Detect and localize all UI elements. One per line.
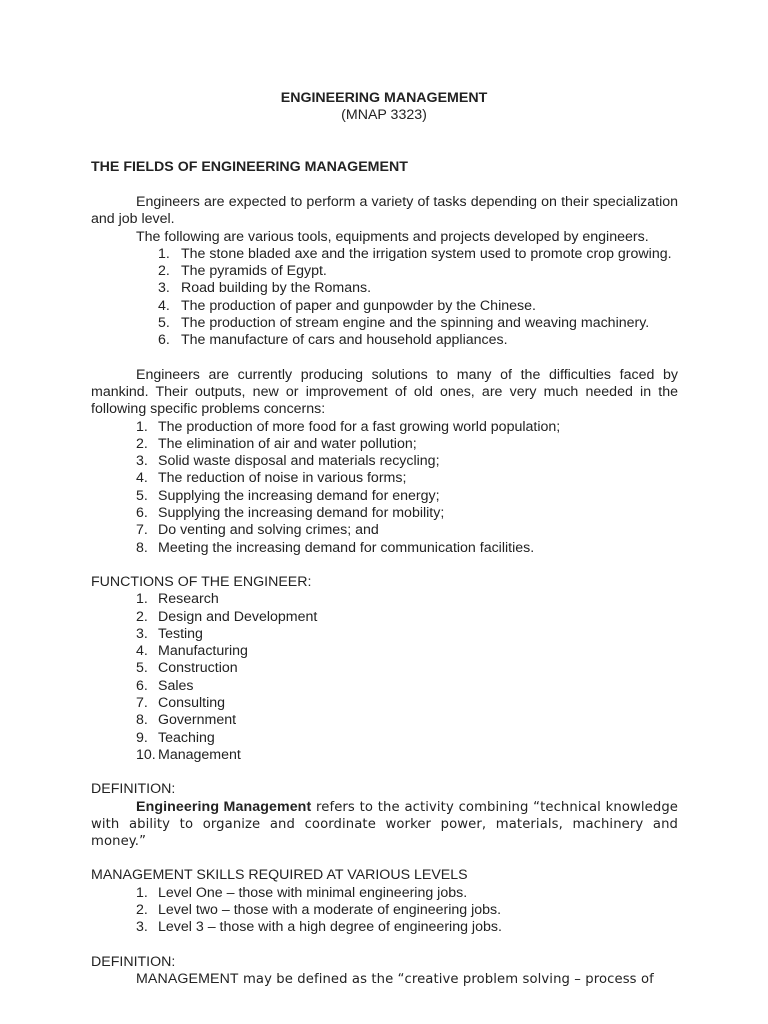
list-number: 8. bbox=[136, 539, 148, 556]
list-text: The stone bladed axe and the irrigation system used to promote crop growing. bbox=[181, 245, 672, 262]
definition-paragraph-2 bbox=[91, 971, 678, 988]
list-number: 3. bbox=[136, 919, 148, 936]
list-item bbox=[91, 902, 678, 919]
list-number: 4. bbox=[158, 297, 170, 314]
list-item bbox=[91, 522, 678, 539]
list-item bbox=[91, 263, 678, 280]
list-text: Government bbox=[158, 712, 237, 729]
list-text: The production of more food for a fast growing world population; bbox=[158, 418, 561, 435]
list-number: 6. bbox=[158, 332, 170, 349]
list-text: Do venting and solving crimes; and bbox=[158, 522, 379, 539]
course-code: (MNAP 3323) bbox=[341, 107, 427, 124]
title-block bbox=[0, 90, 768, 125]
list-item bbox=[91, 609, 678, 626]
list-item bbox=[91, 626, 678, 643]
list-text: Road building by the Romans. bbox=[181, 280, 372, 297]
list-number: 2. bbox=[136, 608, 148, 625]
list-text: Research bbox=[158, 591, 219, 608]
definition-term: Engineering Management bbox=[136, 798, 312, 815]
list-number: 1. bbox=[136, 418, 148, 435]
definition-term-2: MANAGEMENT bbox=[136, 970, 239, 987]
problems-list bbox=[91, 419, 678, 557]
definition-paragraph bbox=[91, 799, 678, 851]
list-item bbox=[91, 246, 678, 263]
list-item bbox=[91, 885, 678, 902]
list-text: The production of paper and gunpowder by the Chinese. bbox=[181, 297, 536, 314]
intro-paragraph-1: Engineers are expected to perform a variety of tasks depending on their specialization and job level. bbox=[91, 194, 678, 228]
list-number: 9. bbox=[136, 729, 148, 746]
list-text: The production of stream engine and the spinning and weaving machinery. bbox=[181, 315, 650, 332]
list-item bbox=[91, 470, 678, 487]
list-number: 3. bbox=[158, 280, 170, 297]
list-text: Supplying the increasing demand for energy; bbox=[158, 487, 440, 504]
list-item bbox=[91, 280, 678, 297]
list-number: 6. bbox=[136, 505, 148, 522]
section-heading: THE FIELDS OF ENGINEERING MANAGEMENT bbox=[91, 159, 408, 175]
list-text: The manufacture of cars and household appliances. bbox=[181, 332, 508, 349]
skills-heading: MANAGEMENT SKILLS REQUIRED AT VARIOUS LEVELS bbox=[91, 867, 468, 884]
list-number: 5. bbox=[158, 315, 170, 332]
list-item bbox=[91, 505, 678, 522]
list-text: Meeting the increasing demand for communication facilities. bbox=[158, 539, 535, 556]
document-body bbox=[91, 194, 678, 988]
list-item bbox=[91, 678, 678, 695]
list-number: 6. bbox=[136, 677, 148, 694]
intro-paragraph-2: The following are various tools, equipments and projects developed by engineers. bbox=[136, 228, 649, 245]
list-item bbox=[91, 730, 678, 747]
list-text: Testing bbox=[158, 625, 203, 642]
list-number: 2. bbox=[136, 435, 148, 452]
list-number: 8. bbox=[136, 712, 148, 729]
list-number: 2. bbox=[136, 901, 148, 918]
list-item bbox=[91, 436, 678, 453]
list-item bbox=[91, 453, 678, 470]
list-text: Consulting bbox=[158, 695, 226, 712]
list-number: 1. bbox=[158, 245, 170, 262]
list-number: 4. bbox=[136, 643, 148, 660]
list-number: 5. bbox=[136, 660, 148, 677]
list-text: The elimination of air and water pollution; bbox=[158, 435, 417, 452]
list-item bbox=[91, 695, 678, 712]
list-text: The pyramids of Egypt. bbox=[181, 263, 327, 280]
list-item bbox=[91, 591, 678, 608]
list-text: Sales bbox=[158, 677, 194, 694]
list-item bbox=[91, 747, 678, 764]
functions-heading: FUNCTIONS OF THE ENGINEER: bbox=[91, 573, 312, 590]
list-item bbox=[91, 488, 678, 505]
definition-text-2: may be defined as the “creative problem solving – process of bbox=[238, 971, 654, 987]
list-text: The reduction of noise in various forms; bbox=[158, 470, 407, 487]
list-item bbox=[91, 315, 678, 332]
skills-list bbox=[91, 885, 678, 937]
definition-heading-2: DEFINITION: bbox=[91, 953, 176, 970]
list-number: 10. bbox=[136, 746, 156, 763]
list-number: 5. bbox=[136, 487, 148, 504]
list-text: Construction bbox=[158, 660, 238, 677]
list-item bbox=[91, 540, 678, 557]
list-text: Design and Development bbox=[158, 608, 318, 625]
list-number: 3. bbox=[136, 625, 148, 642]
list-text: Teaching bbox=[158, 729, 215, 746]
list-text: Solid waste disposal and materials recycling; bbox=[158, 453, 440, 470]
list-item bbox=[91, 712, 678, 729]
list-item bbox=[91, 919, 678, 936]
list-number: 1. bbox=[136, 884, 148, 901]
list-number: 2. bbox=[158, 263, 170, 280]
list-text: Management bbox=[158, 746, 241, 763]
list-item bbox=[91, 419, 678, 436]
document-title: ENGINEERING MANAGEMENT bbox=[280, 90, 488, 106]
list-text: Level One – those with minimal engineering jobs. bbox=[158, 884, 468, 901]
list-number: 4. bbox=[136, 470, 148, 487]
definition-text: refers to the activity combining “technical knowledge with ability to organize and coordinate worker power, materials, machinery and money.” bbox=[91, 799, 679, 850]
tools-list bbox=[91, 246, 678, 350]
list-number: 7. bbox=[136, 695, 148, 712]
list-item bbox=[91, 298, 678, 315]
list-item bbox=[91, 332, 678, 349]
list-text: Level two – those with a moderate of engineering jobs. bbox=[158, 901, 502, 918]
functions-list bbox=[91, 591, 678, 764]
list-text: Manufacturing bbox=[158, 643, 248, 660]
list-text: Supplying the increasing demand for mobility; bbox=[158, 505, 445, 522]
definition-heading: DEFINITION: bbox=[91, 781, 176, 798]
problems-intro-paragraph: Engineers are currently producing solutions to many of the difficulties faced by mankind. Their outputs, new or improvement of old ones, are very much needed in the following specific problems concerns: bbox=[91, 366, 678, 418]
list-text: Level 3 – those with a high degree of engineering jobs. bbox=[158, 919, 502, 936]
list-item bbox=[91, 660, 678, 677]
list-number: 3. bbox=[136, 453, 148, 470]
list-item bbox=[91, 643, 678, 660]
list-number: 7. bbox=[136, 522, 148, 539]
list-number: 1. bbox=[136, 591, 148, 608]
